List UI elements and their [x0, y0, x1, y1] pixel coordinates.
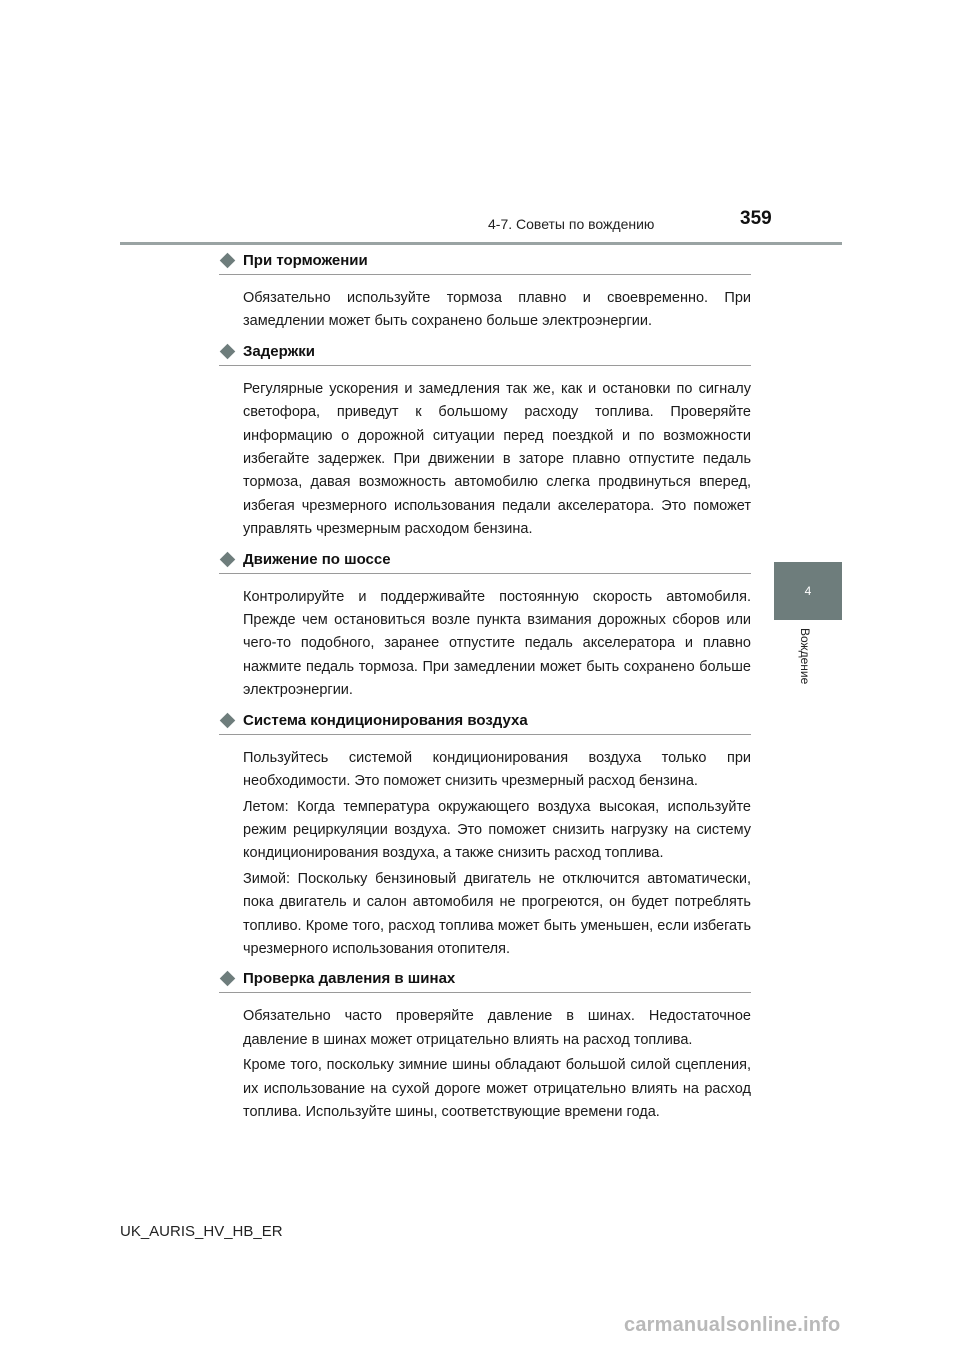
section-heading — [219, 712, 751, 735]
section-paragraph: Летом: Когда температура окружающего воздуха высокая, используйте режим рециркуляции воздуха. Это поможет снизить нагрузку на систему кондиционирования воздуха, а также снизить расход топлива. — [243, 798, 751, 862]
watermark: carmanualsonline.info — [624, 1314, 841, 1336]
section-delays — [219, 343, 751, 542]
section-paragraph: Обязательно часто проверяйте давление в шинах. Недостаточное давление в шинах может отрицательно влиять на расход топлива. — [243, 1008, 751, 1048]
section-paragraph: Контролируйте и поддерживайте постоянную скорость автомобиля. Прежде чем остановиться возле пункта взимания дорожных сборов или чего-то подобного, заранее отпустите педаль акселератора и плавно нажмите педаль тормоза. При замедлении может быть сохранено больше электроэнергии. — [243, 588, 751, 699]
section-paragraph: Обязательно используйте тормоза плавно и своевременно. При замедлении может быть сохранено больше электроэнергии. — [243, 290, 751, 330]
section-tire-pressure — [219, 970, 751, 1124]
chapter-tab-label: Вождение — [798, 628, 812, 685]
chapter-tab[interactable] — [774, 562, 842, 620]
section-air-conditioning — [219, 712, 751, 962]
header-divider — [120, 242, 842, 245]
section-paragraph: Кроме того, поскольку зимние шины обладают большой силой сцепления, их использование на сухой дороге может отрицательно влиять на расход топлива. Используйте шины, соответствующие времени года. — [243, 1057, 751, 1120]
section-heading — [219, 252, 751, 275]
section-highway — [219, 551, 751, 703]
document-code: UK_AURIS_HV_HB_ER — [120, 1223, 283, 1240]
section-title: 4-7. Советы по вождению — [488, 216, 655, 232]
section-heading-text: Движение по шоссе — [243, 550, 391, 568]
diamond-bullet-icon — [220, 971, 236, 987]
diamond-bullet-icon — [220, 344, 236, 360]
chapter-tab-number: 4 — [804, 584, 812, 598]
section-paragraph: Регулярные ускорения и замедления так же, как и остановки по сигналу светофора, приведут к большому расходу топлива. Проверяйте информацию о дорожной ситуации перед поездкой и по возможности избегайте задержек. При движении в заторе плавно отпустите педаль тормоза, давая возможность автомобилю слегка продвинуться вперед, избегая чрезмерного использования педали акселератора. Это поможет управлять чрезмерным расходом бензина. — [243, 380, 751, 538]
section-paragraph: Зимой: Поскольку бензиновый двигатель не отключится автоматически, пока двигатель и салон автомобиля не прогреются, он будет потреблять топливо. Кроме того, расход топлива может быть уменьшен, если избегать чрезмерного использования отопителя. — [243, 870, 751, 957]
main-content — [219, 252, 751, 1133]
section-heading-text: Проверка давления в шинах — [243, 970, 456, 988]
section-heading-text: Задержки — [243, 342, 315, 360]
section-heading-text: При торможении — [243, 252, 368, 269]
section-braking — [219, 252, 751, 334]
page-number: 359 — [740, 208, 772, 229]
diamond-bullet-icon — [220, 712, 236, 728]
section-heading — [219, 970, 751, 993]
diamond-bullet-icon — [220, 253, 236, 269]
section-heading-text: Система кондиционирования воздуха — [243, 711, 528, 729]
diamond-bullet-icon — [220, 551, 236, 567]
section-paragraph: Пользуйтесь системой кондиционирования воздуха только при необходимости. Это поможет снизить чрезмерный расход бензина. — [243, 749, 751, 790]
section-heading — [219, 343, 751, 366]
section-heading — [219, 551, 751, 574]
